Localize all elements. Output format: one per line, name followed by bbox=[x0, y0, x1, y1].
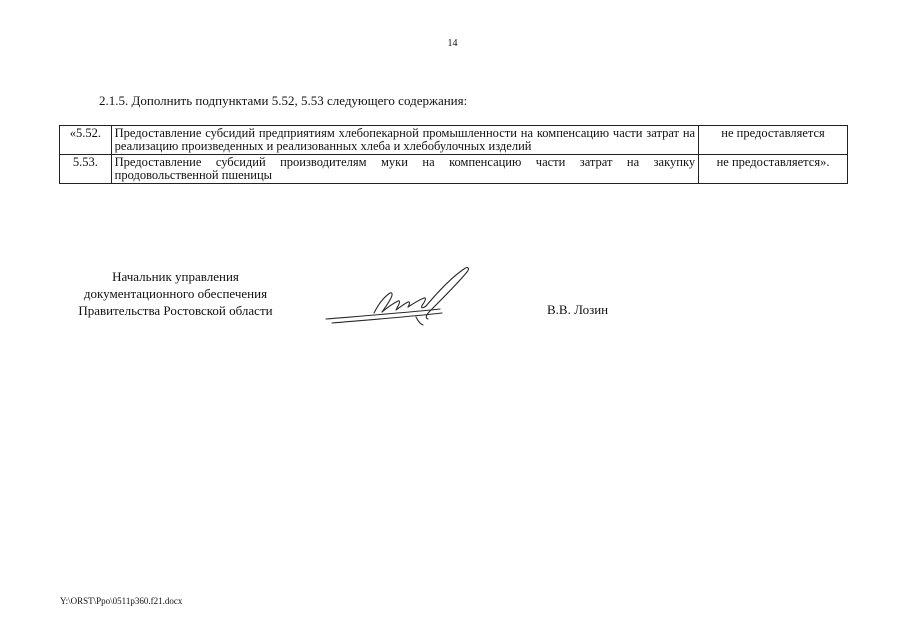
amendment-table bbox=[59, 125, 848, 184]
handwritten-signature-icon bbox=[322, 263, 482, 329]
table-row bbox=[60, 126, 848, 155]
row-number: «5.52. bbox=[60, 126, 112, 155]
row-description: Предоставление субсидий производителям муки на компенсацию части затрат на закупку продовольственной пшеницы bbox=[111, 155, 698, 184]
row-description: Предоставление субсидий предприятиям хлебопекарной промышленности на компенсацию части затрат на реализацию произведенных и реализованных хлеба и хлебобулочных изделий bbox=[111, 126, 698, 155]
intro-paragraph: 2.1.5. Дополнить подпунктами 5.52, 5.53 следующего содержания: bbox=[99, 93, 468, 108]
signatory-title-line: документационного обеспечения bbox=[83, 286, 268, 301]
table-row bbox=[60, 155, 848, 184]
signatory-title-line: Правительства Ростовской области bbox=[78, 303, 273, 318]
row-status: не предоставляется». bbox=[699, 155, 848, 184]
signatory-title bbox=[58, 268, 293, 319]
signatory-title-line: Начальник управления bbox=[112, 269, 239, 284]
row-status: не предоставляется bbox=[699, 126, 848, 155]
row-number: 5.53. bbox=[60, 155, 112, 184]
signatory-name: В.В. Лозин bbox=[547, 302, 609, 317]
footer-file-path: Y:\ORST\Ppo\0511p360.f21.docx bbox=[60, 596, 183, 606]
page-number: 14 bbox=[447, 38, 458, 49]
